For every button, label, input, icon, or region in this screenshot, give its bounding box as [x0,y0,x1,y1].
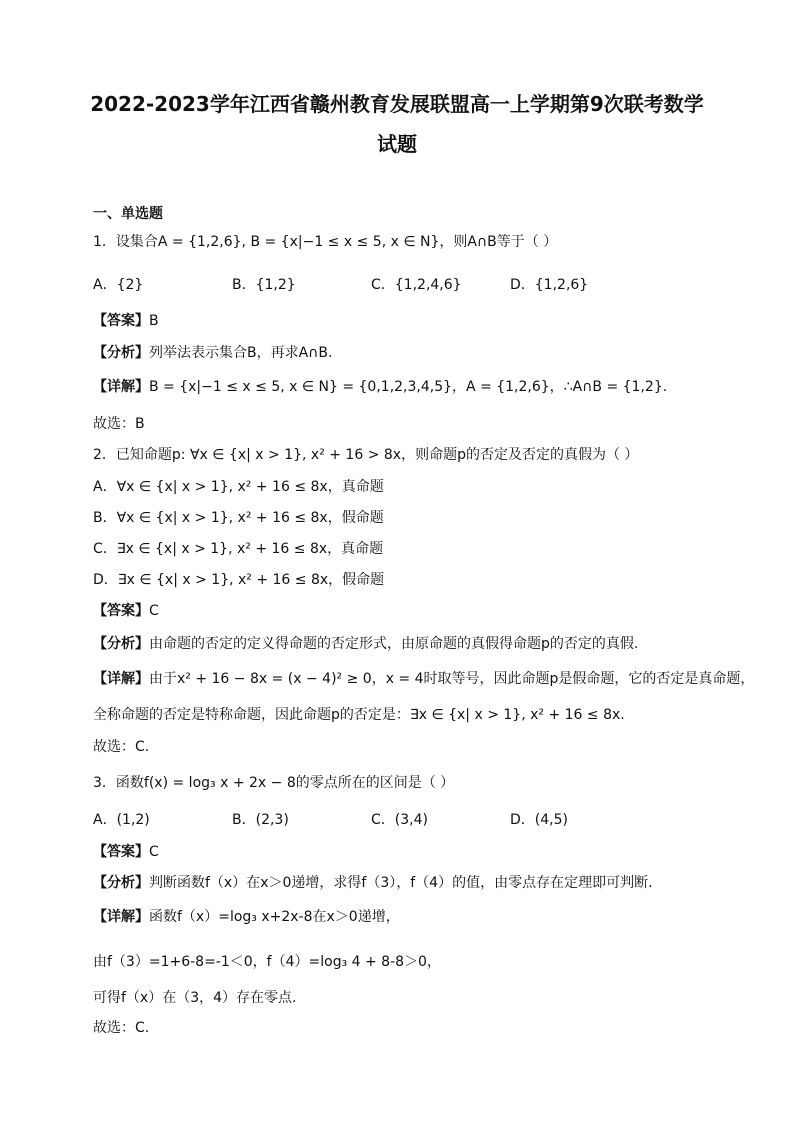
answer-tag: 【答案】 [93,603,149,619]
q3-stem: 3．函数f(x) = log₃ x + 2x − 8的零点所在的区间是（ ） [93,775,455,791]
q2-answer [93,602,159,620]
detail-text: 由于x² + 16 − 8x = (x − 4)² ≥ 0，x = 4时取等号，因此命题p是假命题，它的否定是真命题， [149,671,755,687]
q2-detail-2: 全称命题的否定是特称命题，因此命题p的否定是：∃x ∈ {x| x > 1}, x² + 16 ≤ 8x. [93,707,625,723]
q2-option-d: D．∃x ∈ {x| x > 1}, x² + 16 ≤ 8x，假命题 [93,572,385,588]
section-heading: 一、单选题 [93,206,163,222]
analysis-tag: 【分析】 [93,636,149,652]
q3-option-d: D．(4,5) [510,812,568,828]
q1-option-d: D．{1,2,6} [510,277,589,293]
q3-option-a: A．(1,2) [93,812,150,828]
analysis-text: 由命题的否定的定义得命题的否定形式，由原命题的真假得命题p的否定的真假. [149,636,639,652]
analysis-tag: 【分析】 [93,875,149,891]
q2-option-a: A．∀x ∈ {x| x > 1}, x² + 16 ≤ 8x，真命题 [93,479,384,495]
q2-stem: 2．已知命题p: ∀x ∈ {x| x > 1}, x² + 16 > 8x，则命题p的否定及否定的真假为（ ） [93,447,639,463]
q1-analysis [93,344,332,362]
answer-value: C [149,603,159,619]
q3-detail-1 [93,908,400,926]
q3-option-b: B．(2,3) [232,812,289,828]
analysis-tag: 【分析】 [93,345,149,361]
q3-detail-2: 由f（3）=1+6-8=-1＜0，f（4）=log₃ 4 + 8-8＞0， [93,954,441,970]
q3-option-c: C．(3,4) [371,812,428,828]
answer-value: B [149,313,159,329]
detail-tag: 【详解】 [93,379,149,395]
answer-tag: 【答案】 [93,844,149,860]
q2-detail-1 [93,670,754,688]
q3-answer [93,843,159,861]
detail-text: B = {x|−1 ≤ x ≤ 5, x ∈ N} = {0,1,2,3,4,5}，A = {1,2,6}，∴A∩B = {1,2}. [149,379,668,395]
q1-choose: 故选：B [93,416,145,432]
q1-answer [93,312,159,330]
doc-title-line2: 试题 [377,132,417,156]
analysis-text: 列举法表示集合B，再求A∩B. [149,345,333,361]
q2-choose: 故选：C. [93,739,150,755]
q3-detail-3: 可得f（x）在（3，4）存在零点. [93,990,297,1006]
analysis-text: 判断函数f（x）在x＞0递增，求得f（3），f（4）的值，由零点存在定理即可判断. [149,875,653,891]
detail-tag: 【详解】 [93,909,149,925]
q3-analysis [93,874,653,892]
answer-value: C [149,844,159,860]
doc-title-line1: 2022-2023学年江西省赣州教育发展联盟高一上学期第9次联考数学 [90,92,704,116]
q1-stem: 1．设集合A = {1,2,6}, B = {x|−1 ≤ x ≤ 5, x ∈ N}，则A∩B等于（ ） [93,234,558,250]
q2-option-c: C．∃x ∈ {x| x > 1}, x² + 16 ≤ 8x，真命题 [93,541,384,557]
q1-option-c: C．{1,2,4,6} [371,277,462,293]
q2-option-b: B．∀x ∈ {x| x > 1}, x² + 16 ≤ 8x，假命题 [93,510,384,526]
q2-analysis [93,635,638,653]
detail-tag: 【详解】 [93,671,149,687]
q1-option-b: B．{1,2} [232,277,296,293]
q1-detail [93,378,667,396]
detail-text: 函数f（x）=log₃ x+2x-8在x＞0递增， [149,909,400,925]
q1-option-a: A．{2} [93,277,144,293]
answer-tag: 【答案】 [93,313,149,329]
q3-choose: 故选：C. [93,1020,150,1036]
